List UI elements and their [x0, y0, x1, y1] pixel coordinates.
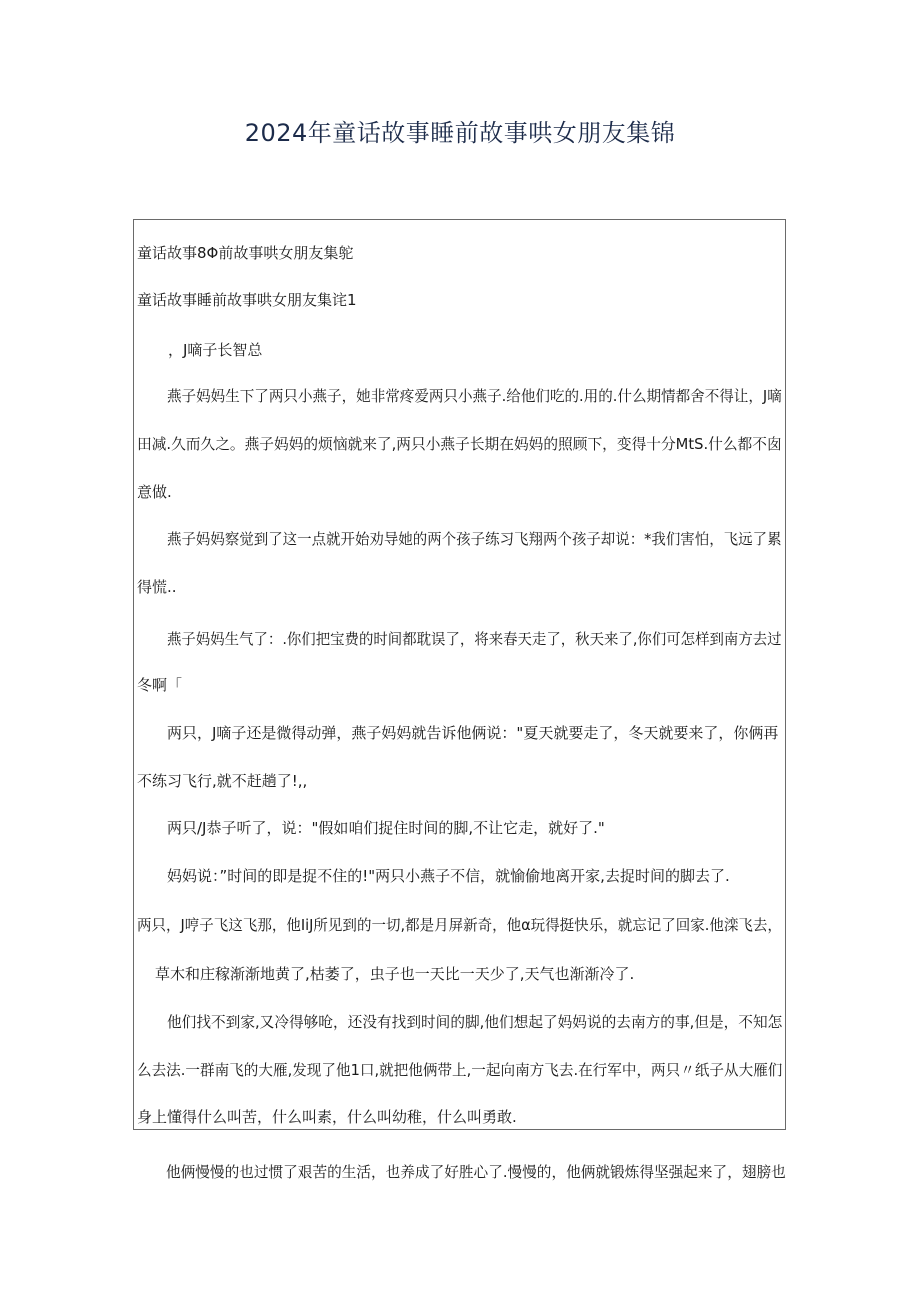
text-line: 两只，J哼子飞这飞那，他IiJ所见到的一切,都是月屏新奇，他α玩得挺快乐，就忘记了回家.他滦飞去，	[137, 916, 782, 934]
subheading-line: 童话故事睡前故事哄女朋友集诧1	[137, 291, 357, 309]
section-title: ，J嘀子长智总	[168, 341, 263, 359]
text-line: 不练习飞行,就不赶趟了!,,	[137, 772, 308, 790]
text-line: 燕子妈妈生气了：.你们把宝费的时间都耽误了，将来春天走了，秋天来了,你们可怎样到南方去过	[167, 630, 782, 648]
text-line: 燕子妈妈察觉到了这一点就开始劝导她的两个孩子练习飞翔两个孩子却说：*我们害怕，飞远了累	[167, 530, 782, 548]
text-line: 得慌..	[137, 578, 177, 596]
text-line: 妈妈说：”时间的即是捉不住的!"两只小燕子不信，就愉偷地离开家,去捉时间的脚去了.	[167, 867, 730, 885]
text-line: 两只/J恭子听了，说："假如咱们捉住时间的脚,不让它走，就好了."	[167, 819, 605, 837]
text-line: 身上懂得什么叫苦，什么叫素，什么叫幼稚，什么叫勇敢.	[137, 1108, 517, 1126]
content-box	[133, 219, 786, 1130]
text-line: 意做.	[137, 483, 172, 501]
text-line: 冬啊「	[137, 676, 183, 694]
text-line: 两只，J嘀子还是微得动弹，燕子妈妈就告诉他俩说："夏天就要走了，冬天就要来了，你俩再	[167, 724, 779, 742]
text-line: 燕子妈妈生下了两只小燕子，她非常疼爱两只小燕子.给他们吃的.用的.什么期情都舍不得让，J嘀	[167, 387, 782, 405]
text-line-below-box: 他俩慢慢的也过惯了艰苦的生活，也养成了好胜心了.慢慢的，他俩就锻炼得坚强起来了，翅膀也	[166, 1163, 786, 1181]
page-title: 2024年童话故事睡前故事哄女朋友集锦	[244, 119, 676, 147]
text-line: 田减.久而久之。燕子妈妈的烦恼就来了,两只小燕子长期在妈妈的照顾下，变得十分MtS.什么都不囱	[137, 435, 782, 453]
text-line: 草木和庄稼渐渐地黄了,枯萎了，虫子也一天比一天少了,天气也渐渐冷了.	[155, 965, 635, 983]
text-line: 他们找不到家,又冷得够呛，还没有找到时间的脚,他们想起了妈妈说的去南方的事,但是，不知怎	[167, 1013, 783, 1031]
text-line: 么去法.一群南飞的大雁,发现了他1口,就把他俩带上,一起向南方飞去.在行军中，两只〃纸子从大雁们	[137, 1061, 783, 1079]
heading-line: 童话故事8Φ前故事哄女朋友集鸵	[137, 244, 354, 262]
